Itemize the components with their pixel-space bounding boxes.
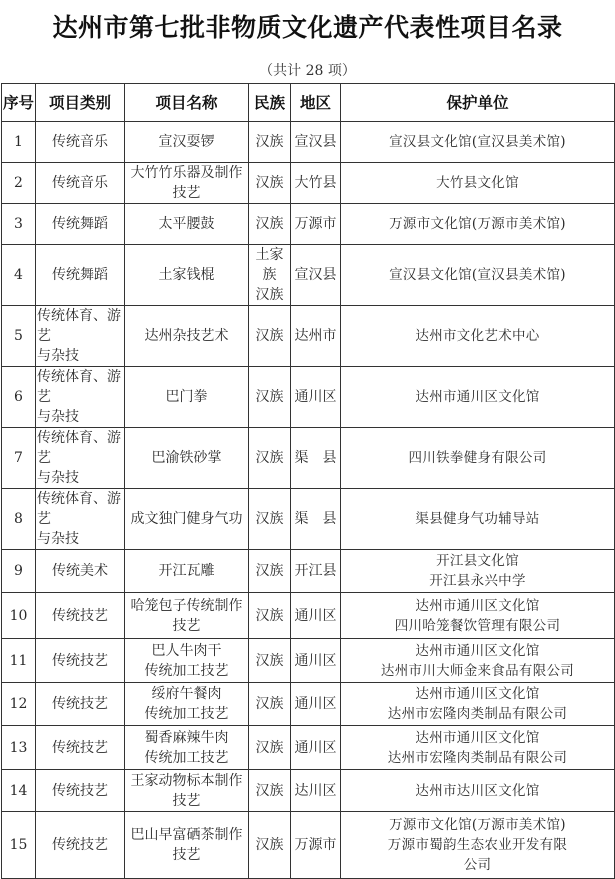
cell-ethnicity: 汉族 xyxy=(249,428,291,489)
cell-protection-unit: 万源市文化馆(万源市美术馆) xyxy=(341,204,615,245)
cell-category: 传统美术 xyxy=(36,550,125,593)
cell-protection-unit: 达州市通川区文化馆 达州市宏隆肉类制品有限公司 xyxy=(341,726,615,770)
cell-category: 传统技艺 xyxy=(36,593,125,639)
cell-ethnicity: 汉族 xyxy=(249,812,291,879)
cell-region: 开江县 xyxy=(291,550,341,593)
cell-ethnicity: 汉族 xyxy=(249,726,291,770)
cell-protection-unit: 宣汉县文化馆(宣汉县美术馆) xyxy=(341,122,615,163)
cell-category: 传统技艺 xyxy=(36,770,125,812)
cell-index: 7 xyxy=(2,428,36,489)
cell-protection-unit: 达州市达川区文化馆 xyxy=(341,770,615,812)
table-row xyxy=(2,204,615,245)
cell-category: 传统舞蹈 xyxy=(36,245,125,306)
table-row xyxy=(2,122,615,163)
cell-index: 2 xyxy=(2,163,36,204)
header-protection-unit: 保护单位 xyxy=(341,84,615,122)
cell-region: 通川区 xyxy=(291,726,341,770)
cell-region: 通川区 xyxy=(291,593,341,639)
header-ethnicity: 民族 xyxy=(249,84,291,122)
cell-category: 传统音乐 xyxy=(36,163,125,204)
table-row xyxy=(2,683,615,726)
cell-protection-unit: 达州市通川区文化馆 四川哈笼餐饮管理有限公司 xyxy=(341,593,615,639)
cell-region: 达川区 xyxy=(291,770,341,812)
cell-protection-unit: 达州市通川区文化馆 达州市川大师金来食品有限公司 xyxy=(341,639,615,683)
cell-index: 5 xyxy=(2,306,36,367)
cell-category: 传统音乐 xyxy=(36,122,125,163)
cell-project-name: 王家动物标本制作 技艺 xyxy=(125,770,249,812)
table-row xyxy=(2,726,615,770)
cell-index: 13 xyxy=(2,726,36,770)
table-row xyxy=(2,245,615,306)
cell-project-name: 成文独门健身气功 xyxy=(125,489,249,550)
cell-project-name: 哈笼包子传统制作 技艺 xyxy=(125,593,249,639)
cell-ethnicity: 汉族 xyxy=(249,306,291,367)
cell-category: 传统舞蹈 xyxy=(36,204,125,245)
item-count: （共计 28 项） xyxy=(259,63,356,79)
cell-region: 通川区 xyxy=(291,367,341,428)
cell-project-name: 巴渝铁砂掌 xyxy=(125,428,249,489)
cell-index: 15 xyxy=(2,812,36,879)
cell-protection-unit: 达州市文化艺术中心 xyxy=(341,306,615,367)
cell-index: 4 xyxy=(2,245,36,306)
cell-region: 万源市 xyxy=(291,812,341,879)
cell-protection-unit: 渠县健身气功辅导站 xyxy=(341,489,615,550)
cell-ethnicity: 汉族 xyxy=(249,770,291,812)
cell-protection-unit: 万源市文化馆(万源市美术馆) 万源市蜀韵生态农业开发有限 公司 xyxy=(341,812,615,879)
cell-category: 传统技艺 xyxy=(36,726,125,770)
cell-ethnicity: 汉族 xyxy=(249,593,291,639)
cell-category: 传统体育、游艺 与杂技 xyxy=(36,306,125,367)
cell-project-name: 巴人牛肉干 传统加工技艺 xyxy=(125,639,249,683)
cell-protection-unit: 开江县文化馆 开江县永兴中学 xyxy=(341,550,615,593)
cell-region: 达州市 xyxy=(291,306,341,367)
cell-project-name: 宣汉耍锣 xyxy=(125,122,249,163)
cell-ethnicity: 汉族 xyxy=(249,204,291,245)
cell-ethnicity: 汉族 xyxy=(249,367,291,428)
cell-index: 3 xyxy=(2,204,36,245)
cell-ethnicity: 汉族 xyxy=(249,550,291,593)
table-row xyxy=(2,489,615,550)
cell-ethnicity: 汉族 xyxy=(249,122,291,163)
cell-category: 传统体育、游艺 与杂技 xyxy=(36,489,125,550)
cell-ethnicity: 汉族 xyxy=(249,683,291,726)
table-row xyxy=(2,163,615,204)
cell-region: 渠 县 xyxy=(291,489,341,550)
cell-index: 10 xyxy=(2,593,36,639)
cell-region: 万源市 xyxy=(291,204,341,245)
header-region: 地区 xyxy=(291,84,341,122)
table-row xyxy=(2,812,615,879)
cell-project-name: 巴山早富硒茶制作 技艺 xyxy=(125,812,249,879)
cell-region: 通川区 xyxy=(291,639,341,683)
cell-protection-unit: 达州市通川区文化馆 xyxy=(341,367,615,428)
cell-index: 14 xyxy=(2,770,36,812)
cell-index: 8 xyxy=(2,489,36,550)
cell-index: 9 xyxy=(2,550,36,593)
cell-project-name: 达州杂技艺术 xyxy=(125,306,249,367)
cell-region: 通川区 xyxy=(291,683,341,726)
cell-category: 传统技艺 xyxy=(36,812,125,879)
header-index: 序号 xyxy=(2,84,36,122)
cell-region: 大竹县 xyxy=(291,163,341,204)
cell-project-name: 蜀香麻辣牛肉 传统加工技艺 xyxy=(125,726,249,770)
document-title: 达州市第七批非物质文化遗产代表性项目名录 xyxy=(52,13,563,42)
cell-ethnicity: 汉族 xyxy=(249,163,291,204)
header-category: 项目类别 xyxy=(36,84,125,122)
cell-project-name: 开江瓦雕 xyxy=(125,550,249,593)
cell-index: 11 xyxy=(2,639,36,683)
cell-category: 传统体育、游艺 与杂技 xyxy=(36,428,125,489)
cell-project-name: 绥府午餐肉 传统加工技艺 xyxy=(125,683,249,726)
table-row xyxy=(2,639,615,683)
cell-protection-unit: 宣汉县文化馆(宣汉县美术馆) xyxy=(341,245,615,306)
cell-project-name: 大竹竹乐器及制作 技艺 xyxy=(125,163,249,204)
cell-ethnicity: 汉族 xyxy=(249,489,291,550)
cell-project-name: 太平腰鼓 xyxy=(125,204,249,245)
table-row xyxy=(2,770,615,812)
table-row xyxy=(2,593,615,639)
cell-category: 传统体育、游艺 与杂技 xyxy=(36,367,125,428)
cell-region: 宣汉县 xyxy=(291,245,341,306)
cell-index: 1 xyxy=(2,122,36,163)
cell-ethnicity: 汉族 xyxy=(249,639,291,683)
cell-protection-unit: 达州市通川区文化馆 达州市宏隆肉类制品有限公司 xyxy=(341,683,615,726)
cell-ethnicity: 土家族 汉族 xyxy=(249,245,291,306)
cell-region: 渠 县 xyxy=(291,428,341,489)
heritage-list-table xyxy=(1,83,615,879)
cell-region: 宣汉县 xyxy=(291,122,341,163)
table-row xyxy=(2,367,615,428)
cell-category: 传统技艺 xyxy=(36,683,125,726)
table-header-row xyxy=(2,84,615,122)
table-row xyxy=(2,550,615,593)
cell-category: 传统技艺 xyxy=(36,639,125,683)
cell-project-name: 土家钱棍 xyxy=(125,245,249,306)
cell-index: 12 xyxy=(2,683,36,726)
cell-protection-unit: 大竹县文化馆 xyxy=(341,163,615,204)
table-row xyxy=(2,428,615,489)
header-project-name: 项目名称 xyxy=(125,84,249,122)
cell-protection-unit: 四川铁拳健身有限公司 xyxy=(341,428,615,489)
cell-project-name: 巴门拳 xyxy=(125,367,249,428)
cell-index: 6 xyxy=(2,367,36,428)
table-row xyxy=(2,306,615,367)
